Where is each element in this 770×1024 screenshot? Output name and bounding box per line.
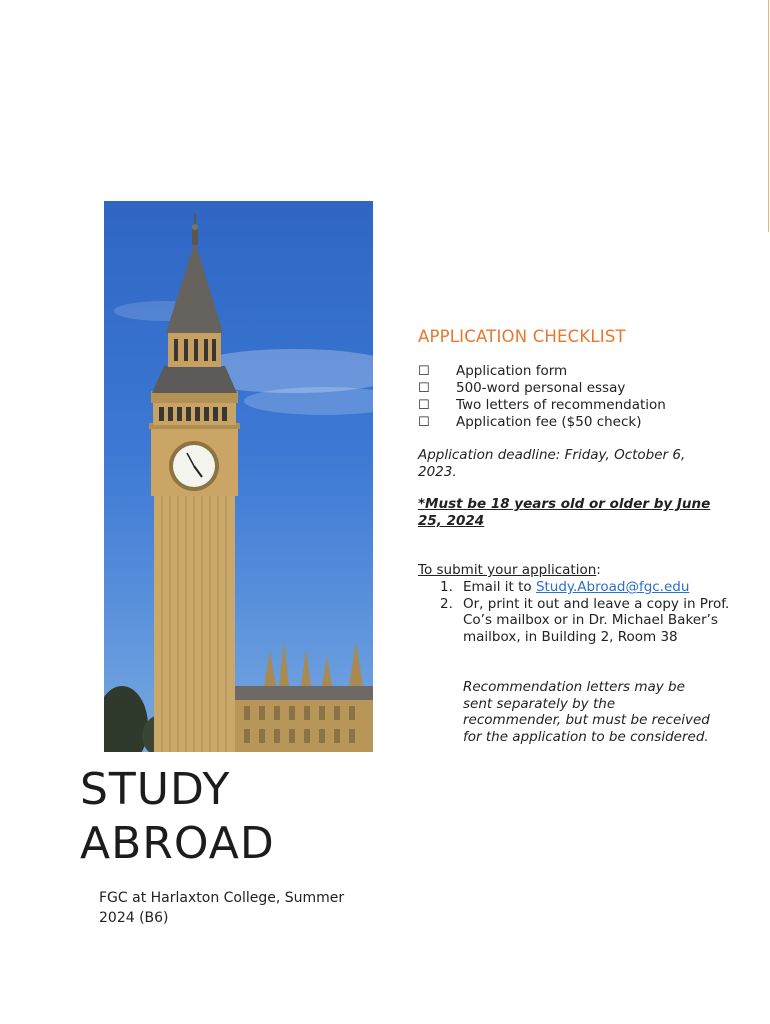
- checklist-item-label: 500-word personal essay: [456, 380, 626, 396]
- checklist-item: [418, 397, 666, 414]
- brochure-subtitle: FGC at Harlaxton College, Summer 2024 (B6): [99, 890, 345, 926]
- checklist-item-label: Application form: [456, 363, 568, 379]
- checkbox-icon[interactable]: ☐: [418, 364, 430, 379]
- application-checklist: [418, 363, 666, 431]
- checkbox-icon[interactable]: ☐: [418, 415, 430, 430]
- brochure-title: [80, 763, 275, 871]
- recommendation-note: Recommendation letters may be sent separately by the recommender, but must be received for the application to be considered.: [463, 679, 710, 745]
- step-number: 1.: [440, 579, 453, 595]
- checklist-item-label: Two letters of recommendation: [456, 397, 666, 413]
- submit-step: [440, 579, 730, 596]
- submit-heading-text: To submit your application: [418, 562, 597, 578]
- submit-heading: [418, 562, 601, 579]
- checklist-item: [418, 380, 666, 397]
- checklist-item: [418, 414, 666, 431]
- step-text-prefix: Email it to: [463, 579, 536, 595]
- application-deadline: Application deadline: Friday, October 6, 2023.: [418, 447, 686, 480]
- checklist-heading: APPLICATION CHECKLIST: [418, 327, 626, 346]
- big-ben-illustration: [104, 201, 373, 752]
- age-requirement: *Must be 18 years old or older by June 25, 2024: [418, 496, 711, 529]
- submit-heading-colon: :: [596, 562, 601, 578]
- checkbox-icon[interactable]: ☐: [418, 381, 430, 396]
- checklist-item-label: Application fee ($50 check): [456, 414, 642, 430]
- step-text: [463, 579, 689, 596]
- step-text: Or, print it out and leave a copy in Prof. Co’s mailbox or in Dr. Michael Baker’s mailbox, in Building 2, Room 38: [463, 595, 730, 645]
- big-ben-photo: [104, 201, 373, 752]
- title-line-2: ABROAD: [80, 818, 275, 869]
- checklist-item: [418, 363, 666, 380]
- step-number: 2.: [440, 595, 453, 612]
- checkbox-icon[interactable]: ☐: [418, 398, 430, 413]
- page-edge-line: [768, 0, 769, 232]
- submit-step: [440, 596, 730, 646]
- email-link[interactable]: Study.Abroad@fgc.edu: [535, 579, 690, 595]
- title-line-1: STUDY: [80, 764, 231, 815]
- submit-steps: [440, 579, 730, 645]
